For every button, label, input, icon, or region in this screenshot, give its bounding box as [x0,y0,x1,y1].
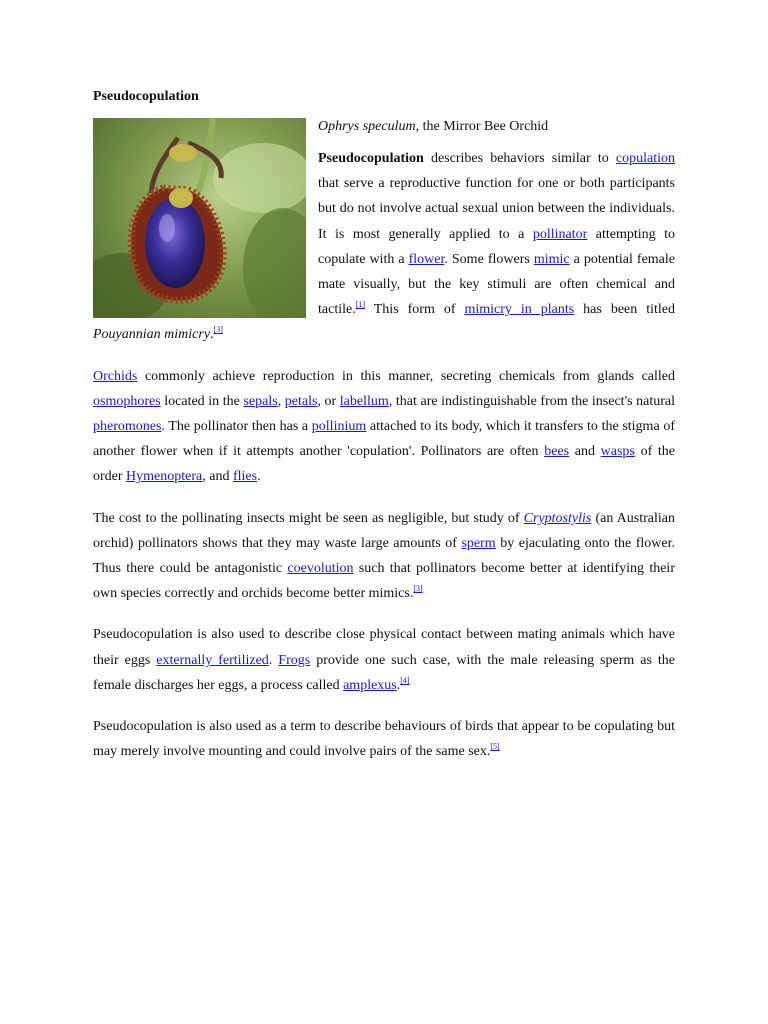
link-sepals[interactable]: sepals [243,393,278,409]
link-copulation[interactable]: copulation [615,151,675,166]
ref-link[interactable]: [3] [413,584,423,594]
link-wasps[interactable]: wasps [600,444,635,460]
ref-link[interactable]: [3] [213,325,223,335]
ref-link[interactable]: [4] [400,675,410,685]
text: , and [202,469,233,485]
link-osmophores[interactable]: osmophores [93,393,161,409]
text: . [257,469,261,485]
orchid-photo [93,118,306,318]
text: , [277,393,285,409]
ref-1[interactable] [356,300,365,309]
term-italic: Pouyannian mimicry [93,327,211,343]
text: . [210,327,214,343]
text: attached to its body, which it transfers to the stigma of another flower when if it attempts another 'copulation'. Pollinators are often [93,419,675,460]
paragraph-4 [93,622,675,698]
link-bees[interactable]: bees [544,444,570,460]
link-flower[interactable]: flower [408,251,445,267]
link-frogs[interactable]: Frogs [278,652,311,668]
link-coevolution[interactable]: coevolution [287,561,354,577]
text: provide one such case, with the male releasing sperm as the female discharges her eggs, a process called [93,652,676,693]
term-bold: Pseudocopulation [318,151,424,166]
link-pollinium[interactable]: pollinium [311,419,367,435]
link-hymenoptera[interactable]: Hymenoptera [126,469,203,485]
text: a potential female mate visually, but the key stimuli are often chemical and tactile. [318,251,675,318]
article-body [93,86,675,780]
link-mimicry-in-plants[interactable]: mimicry in plants [464,302,575,318]
paragraph-2 [93,364,675,490]
ref-link[interactable]: [1] [355,300,366,310]
paragraph-3 [93,506,675,607]
page-title: Pseudocopulation [93,89,199,104]
link-orchids[interactable]: Orchids [93,368,138,384]
link-labellum[interactable]: labellum [339,393,389,409]
paragraph-5 [93,714,675,764]
link-cryptostylis[interactable] [524,511,592,526]
text: . [396,677,401,693]
text: such that pollinators become better at identifying their own species correctly and orchids become better mimics. [93,561,675,602]
ref-link[interactable]: [5] [490,742,500,752]
text: , that are indistinguishable from the insect's natural [388,393,676,409]
text: . The pollinator then has a [161,419,312,435]
text: has been titled [574,302,676,318]
ref-4[interactable] [400,676,409,685]
link-flies[interactable]: flies [232,469,258,485]
text: and [569,444,601,460]
text: The cost to the pollinating insects might be seen as negligible, but study of [93,510,524,526]
text: This form of [365,302,465,318]
ref-3b[interactable] [413,584,422,593]
link-cryptostylis-label[interactable]: Cryptostylis [523,510,592,526]
text: Pseudocopulation is also used as a term to describe behaviours of birds that appear to be copulating but may merely involve mounting and could involve pairs of the same sex. [93,719,675,760]
text: . [268,652,279,668]
link-externally-fertilized[interactable]: externally fertilized [156,652,269,668]
link-amplexus[interactable]: amplexus [343,677,397,693]
text: of the order [93,444,676,485]
text: describes behaviors similar to [423,151,616,166]
text: by ejaculating onto the flower. Thus there could be antagonistic [93,535,675,577]
link-sperm[interactable]: sperm [461,535,496,551]
link-pollinator[interactable]: pollinator [532,226,588,242]
text: , or [317,393,340,409]
link-mimic[interactable]: mimic [533,251,570,267]
text: Pseudocopulation is also used to describe close physical contact between mating animals which have their eggs [93,627,675,668]
text: commonly achieve reproduction in this manner, secreting chemicals from glands called [137,368,675,384]
text: (an Australian orchid) pollinators shows that they may waste large amounts of [93,510,676,551]
link-petals[interactable]: petals [284,393,318,409]
caption-text: , the Mirror Bee Orchid [415,119,549,134]
caption-species: Ophrys speculum [318,119,416,134]
ref-3[interactable] [214,325,223,334]
ref-5[interactable] [490,742,499,751]
text: that serve a reproductive function for one or both participants but do not involve actual sexual union between the individuals. It is most generally applied to a [318,176,675,242]
text: located in the [160,393,244,409]
text: attempting to copulate with a [318,226,675,267]
orchid-photo-image [93,118,306,318]
text: . Some flowers [444,251,534,267]
link-pheromones[interactable]: pheromones [93,419,162,435]
